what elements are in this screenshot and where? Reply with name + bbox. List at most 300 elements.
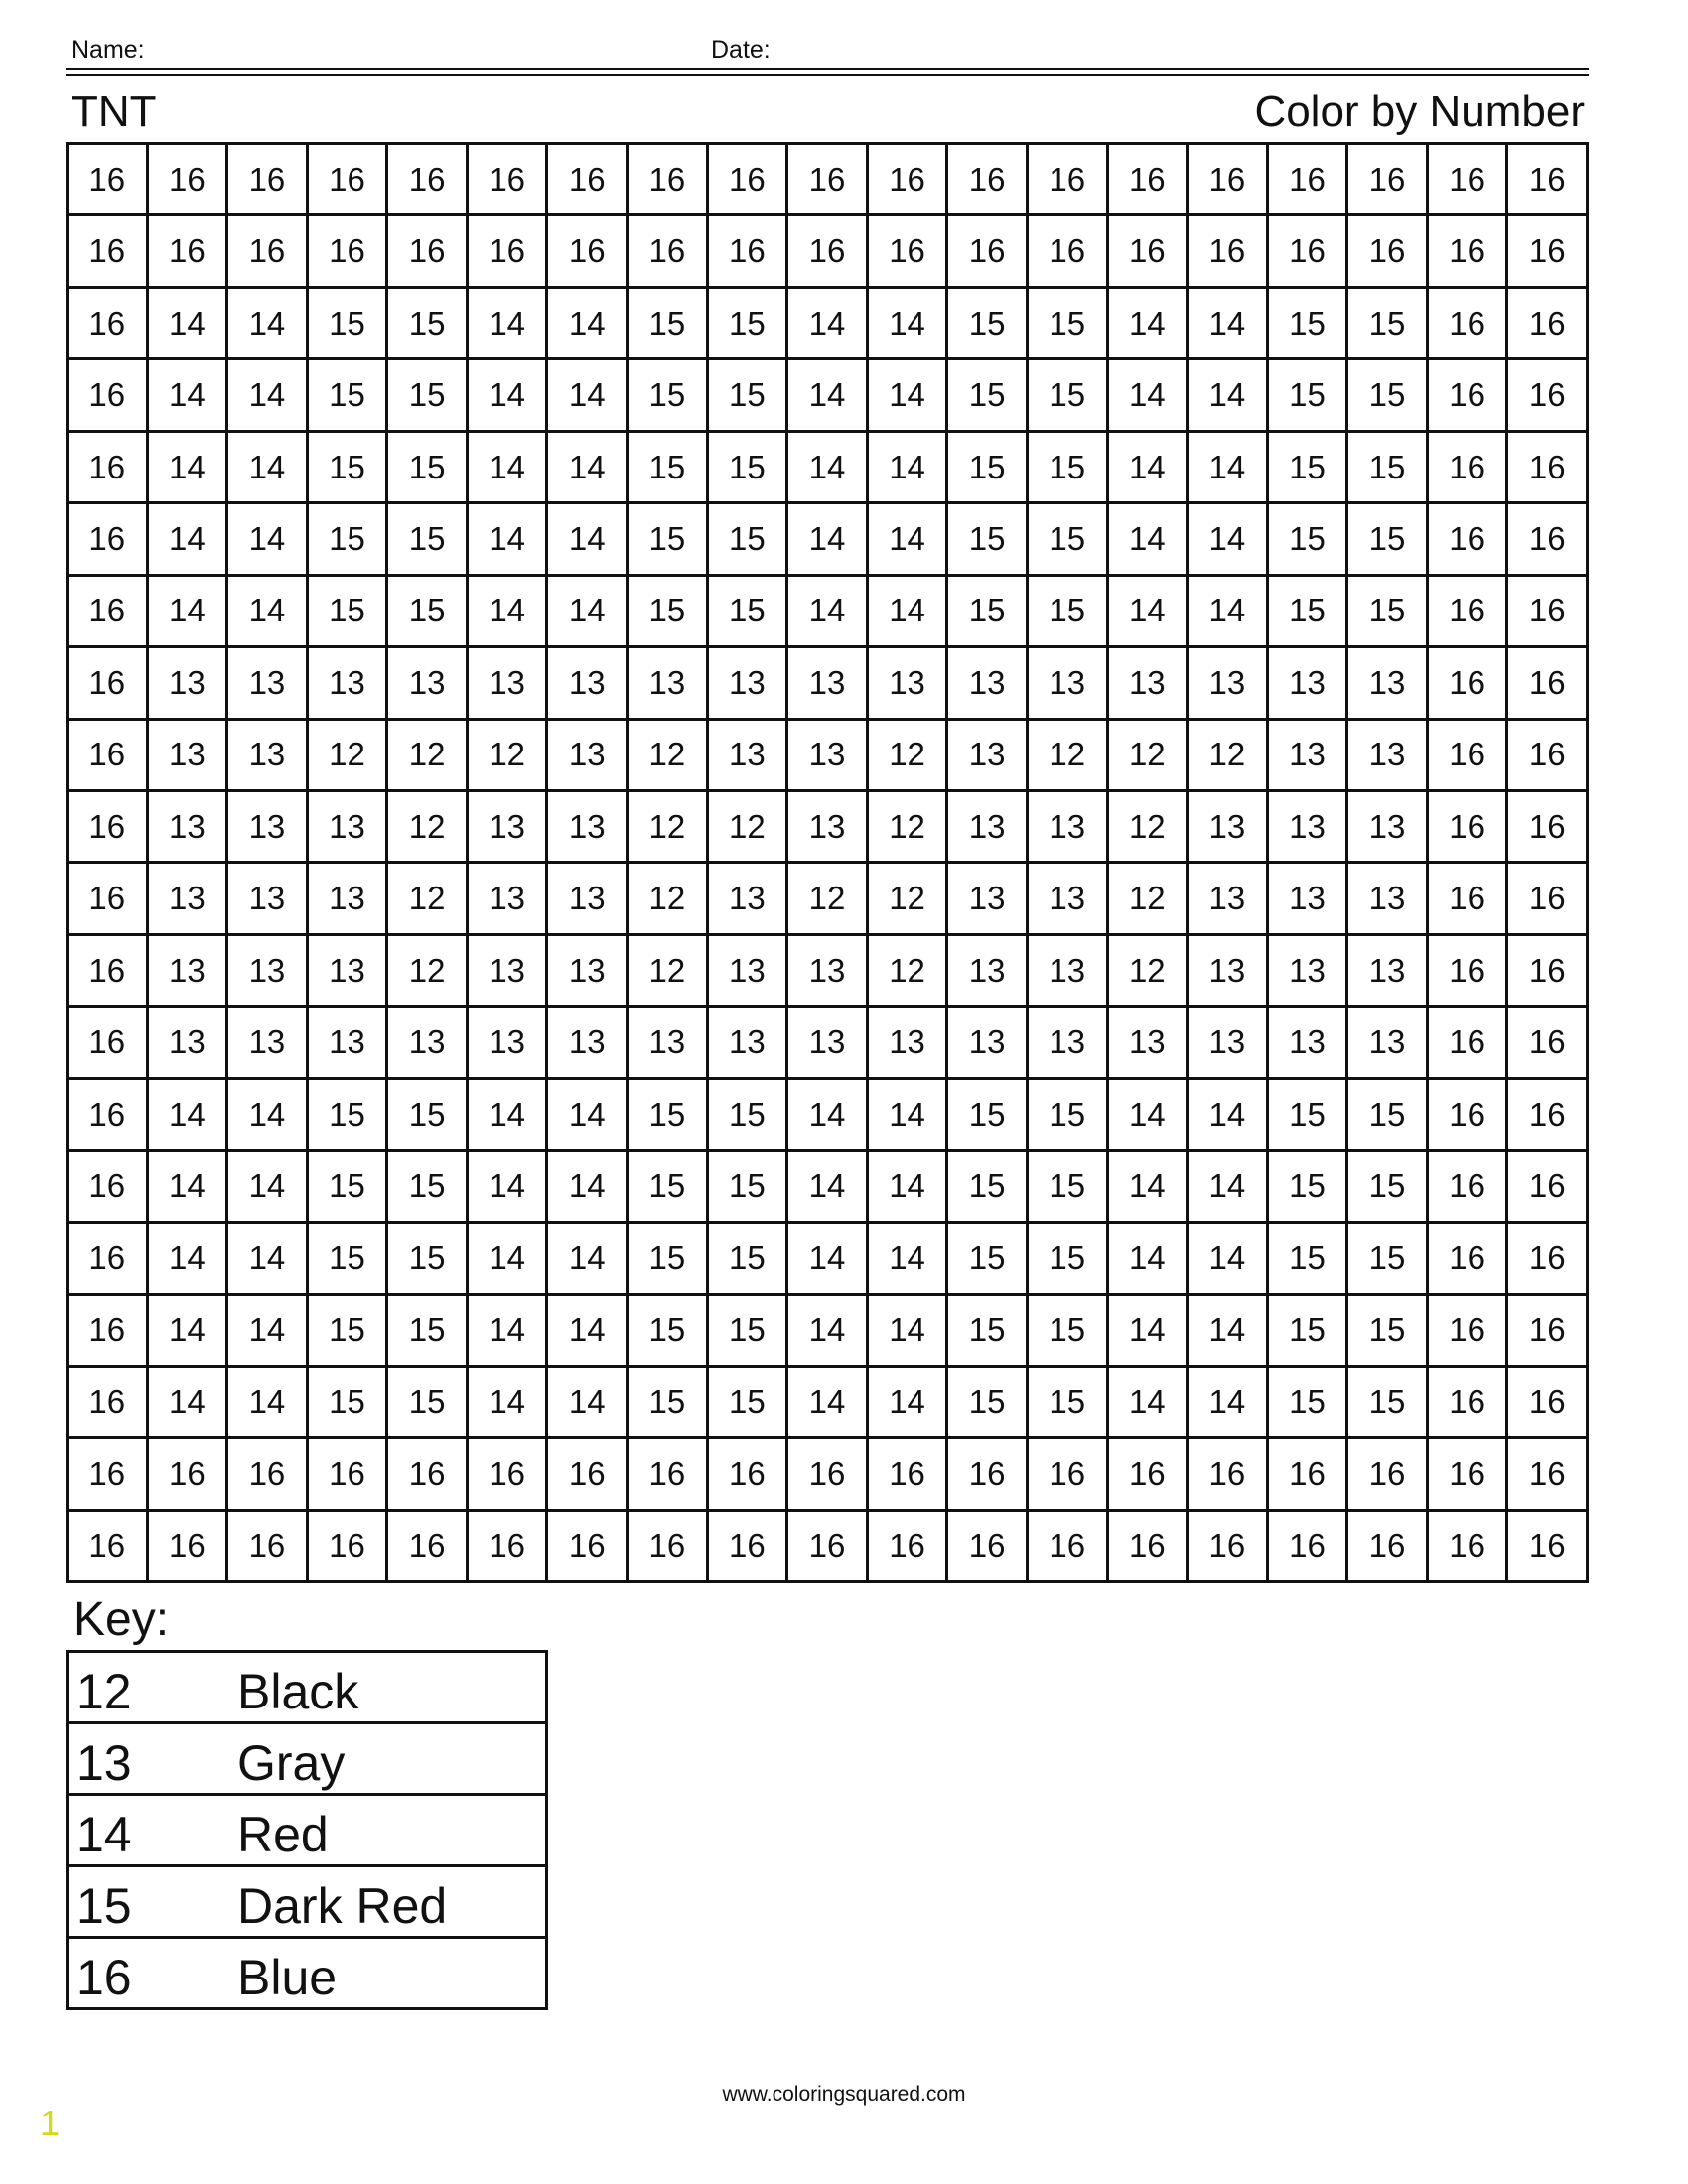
grid-cell: 14 <box>228 289 309 360</box>
grid-cell: 16 <box>1189 1512 1269 1583</box>
grid-cell: 16 <box>69 360 149 432</box>
grid-cell: 14 <box>469 433 549 504</box>
grid-cell: 16 <box>1189 145 1269 216</box>
grid-cell: 14 <box>1189 1224 1269 1296</box>
grid-cell: 15 <box>1029 1152 1109 1223</box>
grid-cell: 14 <box>1109 360 1190 432</box>
grid-cell: 15 <box>388 433 469 504</box>
grid-cell: 16 <box>948 1439 1029 1511</box>
grid-cell: 14 <box>469 1152 549 1223</box>
number-grid <box>66 142 1589 1583</box>
grid-cell: 16 <box>69 648 149 720</box>
grid-cell: 13 <box>469 792 549 864</box>
grid-cell: 16 <box>709 145 789 216</box>
grid-cell: 12 <box>309 721 389 792</box>
grid-cell: 16 <box>869 1439 949 1511</box>
grid-cell: 16 <box>1269 145 1349 216</box>
grid-cell: 14 <box>469 1368 549 1439</box>
grid-cell: 13 <box>788 936 869 1008</box>
grid-cell: 13 <box>629 1008 709 1079</box>
grid-cell: 12 <box>629 936 709 1008</box>
grid-cell: 13 <box>548 792 629 864</box>
grid-cell: 16 <box>709 216 789 288</box>
grid-cell: 14 <box>469 289 549 360</box>
grid-cell: 15 <box>388 360 469 432</box>
grid-cell: 16 <box>69 721 149 792</box>
grid-cell: 13 <box>309 1008 389 1079</box>
grid-cell: 15 <box>309 289 389 360</box>
grid-cell: 16 <box>469 145 549 216</box>
grid-cell: 14 <box>1109 1224 1190 1296</box>
grid-cell: 16 <box>1029 145 1109 216</box>
key-row <box>69 1653 545 1724</box>
grid-cell: 12 <box>1109 864 1190 935</box>
grid-cell: 16 <box>309 145 389 216</box>
grid-cell: 12 <box>388 864 469 935</box>
grid-cell: 14 <box>869 1368 949 1439</box>
grid-cell: 13 <box>788 1008 869 1079</box>
grid-cell: 15 <box>388 504 469 576</box>
grid-cell: 13 <box>869 648 949 720</box>
grid-cell: 14 <box>1189 433 1269 504</box>
grid-cell: 16 <box>1029 216 1109 288</box>
grid-cell: 13 <box>1269 648 1349 720</box>
grid-cell: 14 <box>228 433 309 504</box>
grid-cell: 13 <box>149 1008 229 1079</box>
grid-cell: 15 <box>948 1080 1029 1152</box>
grid-cell: 15 <box>1269 577 1349 648</box>
grid-cell: 13 <box>1269 936 1349 1008</box>
grid-cell: 14 <box>548 289 629 360</box>
grid-cell: 14 <box>228 1224 309 1296</box>
grid-cell: 13 <box>309 936 389 1008</box>
grid-cell: 13 <box>1348 792 1429 864</box>
grid-cell: 15 <box>1348 360 1429 432</box>
grid-cell: 16 <box>1508 360 1589 432</box>
grid-cell: 16 <box>309 1439 389 1511</box>
grid-cell: 13 <box>948 864 1029 935</box>
grid-cell: 15 <box>709 1152 789 1223</box>
page-number: 1 <box>40 2103 61 2143</box>
grid-cell: 15 <box>629 1368 709 1439</box>
grid-cell: 13 <box>1189 864 1269 935</box>
grid-cell: 16 <box>1109 1439 1190 1511</box>
grid-cell: 16 <box>788 216 869 288</box>
grid-cell: 15 <box>629 1080 709 1152</box>
grid-cell: 13 <box>1109 1008 1190 1079</box>
grid-cell: 13 <box>1029 1008 1109 1079</box>
grid-cell: 14 <box>1189 1296 1269 1367</box>
grid-cell: 15 <box>1348 1296 1429 1367</box>
grid-cell: 14 <box>548 1080 629 1152</box>
grid-cell: 12 <box>1109 792 1190 864</box>
grid-cell: 13 <box>1029 864 1109 935</box>
grid-cell: 14 <box>1109 504 1190 576</box>
grid-cell: 16 <box>1429 1008 1509 1079</box>
grid-cell: 15 <box>1269 504 1349 576</box>
grid-cell: 16 <box>948 145 1029 216</box>
grid-cell: 14 <box>548 577 629 648</box>
grid-cell: 13 <box>1189 648 1269 720</box>
grid-cell: 13 <box>388 1008 469 1079</box>
grid-cell: 14 <box>788 1368 869 1439</box>
grid-cell: 13 <box>709 936 789 1008</box>
grid-cell: 15 <box>309 1080 389 1152</box>
grid-cell: 13 <box>1189 1008 1269 1079</box>
grid-cell: 14 <box>149 577 229 648</box>
grid-cell: 16 <box>1429 360 1509 432</box>
grid-cell: 14 <box>548 1224 629 1296</box>
grid-cell: 13 <box>1189 792 1269 864</box>
grid-cell: 15 <box>1029 289 1109 360</box>
grid-cell: 13 <box>1029 792 1109 864</box>
grid-cell: 15 <box>948 1296 1029 1367</box>
grid-cell: 16 <box>1029 1439 1109 1511</box>
grid-cell: 16 <box>548 1512 629 1583</box>
grid-cell: 16 <box>1429 216 1509 288</box>
key-number: 12 <box>76 1664 132 1719</box>
grid-cell: 15 <box>309 360 389 432</box>
grid-cell: 16 <box>1429 792 1509 864</box>
grid-cell: 16 <box>1429 1439 1509 1511</box>
grid-cell: 15 <box>1348 1368 1429 1439</box>
grid-cell: 15 <box>1269 360 1349 432</box>
grid-cell: 16 <box>1348 216 1429 288</box>
grid-cell: 13 <box>1269 864 1349 935</box>
grid-cell: 16 <box>1269 216 1349 288</box>
grid-cell: 16 <box>69 145 149 216</box>
grid-cell: 15 <box>948 360 1029 432</box>
grid-cell: 14 <box>469 360 549 432</box>
grid-cell: 13 <box>149 864 229 935</box>
grid-cell: 16 <box>69 1296 149 1367</box>
grid-cell: 14 <box>1109 1152 1190 1223</box>
key-row <box>69 1796 545 1867</box>
grid-cell: 16 <box>1508 577 1589 648</box>
key-number: 14 <box>76 1807 132 1862</box>
grid-cell: 16 <box>469 216 549 288</box>
grid-cell: 16 <box>1508 145 1589 216</box>
grid-cell: 15 <box>1348 1224 1429 1296</box>
grid-cell: 12 <box>869 864 949 935</box>
grid-cell: 13 <box>228 936 309 1008</box>
page-title: TNT <box>71 87 157 136</box>
grid-cell: 16 <box>1508 1080 1589 1152</box>
grid-cell: 15 <box>1029 1296 1109 1367</box>
grid-cell: 15 <box>1269 1080 1349 1152</box>
grid-cell: 13 <box>1348 1008 1429 1079</box>
grid-cell: 16 <box>69 504 149 576</box>
grid-cell: 16 <box>228 145 309 216</box>
grid-cell: 13 <box>1269 1008 1349 1079</box>
grid-cell: 14 <box>149 1224 229 1296</box>
grid-cell: 14 <box>228 504 309 576</box>
grid-cell: 16 <box>228 1512 309 1583</box>
grid-cell: 13 <box>149 721 229 792</box>
name-label: Name: <box>71 36 145 64</box>
grid-cell: 13 <box>309 648 389 720</box>
grid-cell: 12 <box>629 864 709 935</box>
grid-cell: 16 <box>1508 1512 1589 1583</box>
grid-cell: 13 <box>1348 721 1429 792</box>
grid-cell: 14 <box>548 433 629 504</box>
grid-cell: 14 <box>788 289 869 360</box>
grid-cell: 14 <box>469 577 549 648</box>
grid-cell: 14 <box>548 1296 629 1367</box>
grid-cell: 13 <box>709 721 789 792</box>
grid-cell: 14 <box>228 1080 309 1152</box>
grid-cell: 16 <box>1429 577 1509 648</box>
grid-cell: 15 <box>1029 360 1109 432</box>
grid-cell: 14 <box>469 1224 549 1296</box>
grid-cell: 15 <box>388 1368 469 1439</box>
grid-cell: 15 <box>388 289 469 360</box>
grid-cell: 15 <box>309 433 389 504</box>
grid-cell: 14 <box>1189 1152 1269 1223</box>
grid-cell: 13 <box>388 648 469 720</box>
grid-cell: 13 <box>149 936 229 1008</box>
grid-cell: 15 <box>309 577 389 648</box>
grid-cell: 15 <box>1269 1368 1349 1439</box>
grid-cell: 16 <box>709 1439 789 1511</box>
grid-cell: 16 <box>69 433 149 504</box>
grid-cell: 12 <box>469 721 549 792</box>
grid-cell: 15 <box>388 1224 469 1296</box>
grid-cell: 15 <box>629 433 709 504</box>
grid-cell: 14 <box>149 504 229 576</box>
grid-cell: 13 <box>948 721 1029 792</box>
grid-cell: 14 <box>469 504 549 576</box>
grid-cell: 15 <box>629 1296 709 1367</box>
grid-cell: 16 <box>1429 433 1509 504</box>
grid-cell: 13 <box>869 1008 949 1079</box>
grid-cell: 12 <box>1109 936 1190 1008</box>
grid-cell: 14 <box>228 360 309 432</box>
grid-cell: 15 <box>709 360 789 432</box>
key-color-name: Dark Red <box>237 1878 448 1934</box>
grid-cell: 16 <box>1508 1296 1589 1367</box>
grid-cell: 14 <box>149 360 229 432</box>
grid-cell: 13 <box>1029 648 1109 720</box>
grid-cell: 13 <box>228 864 309 935</box>
grid-cell: 16 <box>709 1512 789 1583</box>
grid-cell: 15 <box>1348 1152 1429 1223</box>
grid-cell: 15 <box>388 1080 469 1152</box>
grid-cell: 13 <box>1189 936 1269 1008</box>
footer-url: www.coloringsquared.com <box>722 2083 966 2106</box>
grid-cell: 15 <box>1269 1152 1349 1223</box>
grid-cell: 16 <box>1508 721 1589 792</box>
grid-cell: 16 <box>1429 648 1509 720</box>
grid-cell: 16 <box>629 216 709 288</box>
grid-cell: 13 <box>309 864 389 935</box>
grid-cell: 14 <box>228 1152 309 1223</box>
grid-cell: 13 <box>788 792 869 864</box>
grid-cell: 14 <box>869 433 949 504</box>
grid-cell: 12 <box>388 792 469 864</box>
grid-cell: 12 <box>869 792 949 864</box>
grid-cell: 14 <box>788 577 869 648</box>
grid-cell: 12 <box>869 721 949 792</box>
grid-cell: 15 <box>948 289 1029 360</box>
grid-cell: 16 <box>1269 1512 1349 1583</box>
grid-cell: 15 <box>709 1224 789 1296</box>
grid-cell: 16 <box>1429 1152 1509 1223</box>
grid-cell: 16 <box>69 936 149 1008</box>
grid-cell: 16 <box>1269 1439 1349 1511</box>
grid-cell: 13 <box>548 1008 629 1079</box>
grid-cell: 13 <box>948 936 1029 1008</box>
grid-cell: 16 <box>1189 216 1269 288</box>
grid-cell: 16 <box>1508 1152 1589 1223</box>
grid-cell: 16 <box>388 1439 469 1511</box>
grid-cell: 16 <box>1508 648 1589 720</box>
key-color-name: Black <box>237 1664 359 1719</box>
grid-cell: 16 <box>548 1439 629 1511</box>
grid-cell: 12 <box>709 792 789 864</box>
grid-cell: 14 <box>788 433 869 504</box>
grid-cell: 15 <box>1029 1080 1109 1152</box>
grid-cell: 15 <box>629 360 709 432</box>
grid-cell: 16 <box>1429 936 1509 1008</box>
grid-cell: 14 <box>149 289 229 360</box>
grid-cell: 14 <box>228 1296 309 1367</box>
grid-cell: 15 <box>1269 433 1349 504</box>
grid-cell: 14 <box>1189 1368 1269 1439</box>
grid-cell: 13 <box>709 1008 789 1079</box>
grid-cell: 16 <box>1429 504 1509 576</box>
grid-cell: 12 <box>869 936 949 1008</box>
grid-cell: 14 <box>869 577 949 648</box>
grid-cell: 14 <box>228 577 309 648</box>
grid-cell: 14 <box>149 1296 229 1367</box>
grid-cell: 15 <box>629 289 709 360</box>
grid-cell: 16 <box>1189 1439 1269 1511</box>
grid-cell: 16 <box>1429 1512 1509 1583</box>
grid-cell: 16 <box>69 864 149 935</box>
grid-cell: 13 <box>228 1008 309 1079</box>
grid-cell: 16 <box>548 145 629 216</box>
key-number: 15 <box>76 1878 132 1934</box>
grid-cell: 16 <box>309 1512 389 1583</box>
grid-cell: 15 <box>388 1296 469 1367</box>
grid-cell: 16 <box>69 1368 149 1439</box>
grid-cell: 16 <box>1508 1439 1589 1511</box>
grid-cell: 15 <box>948 433 1029 504</box>
grid-cell: 13 <box>228 648 309 720</box>
grid-cell: 13 <box>1348 936 1429 1008</box>
key-row <box>69 1724 545 1796</box>
grid-cell: 16 <box>788 1439 869 1511</box>
grid-cell: 15 <box>948 1224 1029 1296</box>
grid-cell: 13 <box>1029 936 1109 1008</box>
grid-cell: 16 <box>228 216 309 288</box>
grid-cell: 13 <box>788 721 869 792</box>
grid-cell: 14 <box>1189 360 1269 432</box>
grid-cell: 14 <box>788 1224 869 1296</box>
grid-cell: 15 <box>948 1368 1029 1439</box>
grid-cell: 16 <box>869 216 949 288</box>
grid-cell: 13 <box>149 792 229 864</box>
grid-cell: 16 <box>1508 792 1589 864</box>
grid-cell: 15 <box>629 504 709 576</box>
key-heading: Key: <box>73 1593 170 1646</box>
grid-cell: 14 <box>149 1080 229 1152</box>
grid-cell: 16 <box>69 577 149 648</box>
grid-cell: 13 <box>469 864 549 935</box>
grid-cell: 16 <box>469 1439 549 1511</box>
grid-cell: 15 <box>1348 433 1429 504</box>
grid-cell: 13 <box>1348 864 1429 935</box>
grid-cell: 15 <box>1348 1080 1429 1152</box>
grid-cell: 14 <box>548 1368 629 1439</box>
grid-cell: 16 <box>1508 1368 1589 1439</box>
grid-cell: 15 <box>709 1080 789 1152</box>
grid-cell: 13 <box>149 648 229 720</box>
grid-cell: 14 <box>788 1080 869 1152</box>
grid-cell: 16 <box>1109 145 1190 216</box>
key-row <box>69 1939 545 2010</box>
grid-cell: 15 <box>709 433 789 504</box>
key-color-name: Blue <box>237 1950 338 2005</box>
grid-cell: 15 <box>629 1152 709 1223</box>
grid-cell: 14 <box>1189 577 1269 648</box>
grid-cell: 13 <box>469 1008 549 1079</box>
grid-cell: 14 <box>869 1080 949 1152</box>
grid-cell: 13 <box>1348 648 1429 720</box>
grid-cell: 13 <box>709 864 789 935</box>
grid-cell: 14 <box>1109 433 1190 504</box>
grid-cell: 12 <box>388 936 469 1008</box>
grid-cell: 15 <box>388 1152 469 1223</box>
grid-cell: 13 <box>1109 648 1190 720</box>
grid-cell: 14 <box>1189 1080 1269 1152</box>
grid-cell: 13 <box>548 864 629 935</box>
grid-cell: 13 <box>788 648 869 720</box>
grid-cell: 16 <box>69 1152 149 1223</box>
grid-cell: 12 <box>629 792 709 864</box>
grid-cell: 13 <box>228 792 309 864</box>
grid-cell: 16 <box>69 216 149 288</box>
grid-cell: 16 <box>149 145 229 216</box>
grid-cell: 16 <box>1508 504 1589 576</box>
grid-cell: 13 <box>469 936 549 1008</box>
grid-cell: 13 <box>548 648 629 720</box>
grid-cell: 15 <box>309 1152 389 1223</box>
key-number: 16 <box>76 1950 132 2005</box>
grid-cell: 14 <box>788 360 869 432</box>
grid-cell: 15 <box>1269 1224 1349 1296</box>
grid-cell: 16 <box>1429 1080 1509 1152</box>
grid-cell: 14 <box>149 1152 229 1223</box>
grid-cell: 12 <box>788 864 869 935</box>
grid-cell: 15 <box>1029 577 1109 648</box>
grid-cell: 16 <box>149 1512 229 1583</box>
grid-cell: 16 <box>629 1512 709 1583</box>
grid-cell: 14 <box>149 433 229 504</box>
grid-cell: 13 <box>548 936 629 1008</box>
grid-cell: 15 <box>1348 577 1429 648</box>
grid-cell: 13 <box>629 648 709 720</box>
grid-cell: 16 <box>548 216 629 288</box>
grid-cell: 16 <box>469 1512 549 1583</box>
grid-cell: 16 <box>69 1224 149 1296</box>
grid-cell: 14 <box>548 1152 629 1223</box>
grid-cell: 16 <box>69 1008 149 1079</box>
grid-cell: 15 <box>709 504 789 576</box>
grid-cell: 16 <box>1429 145 1509 216</box>
key-color-name: Gray <box>237 1735 346 1791</box>
